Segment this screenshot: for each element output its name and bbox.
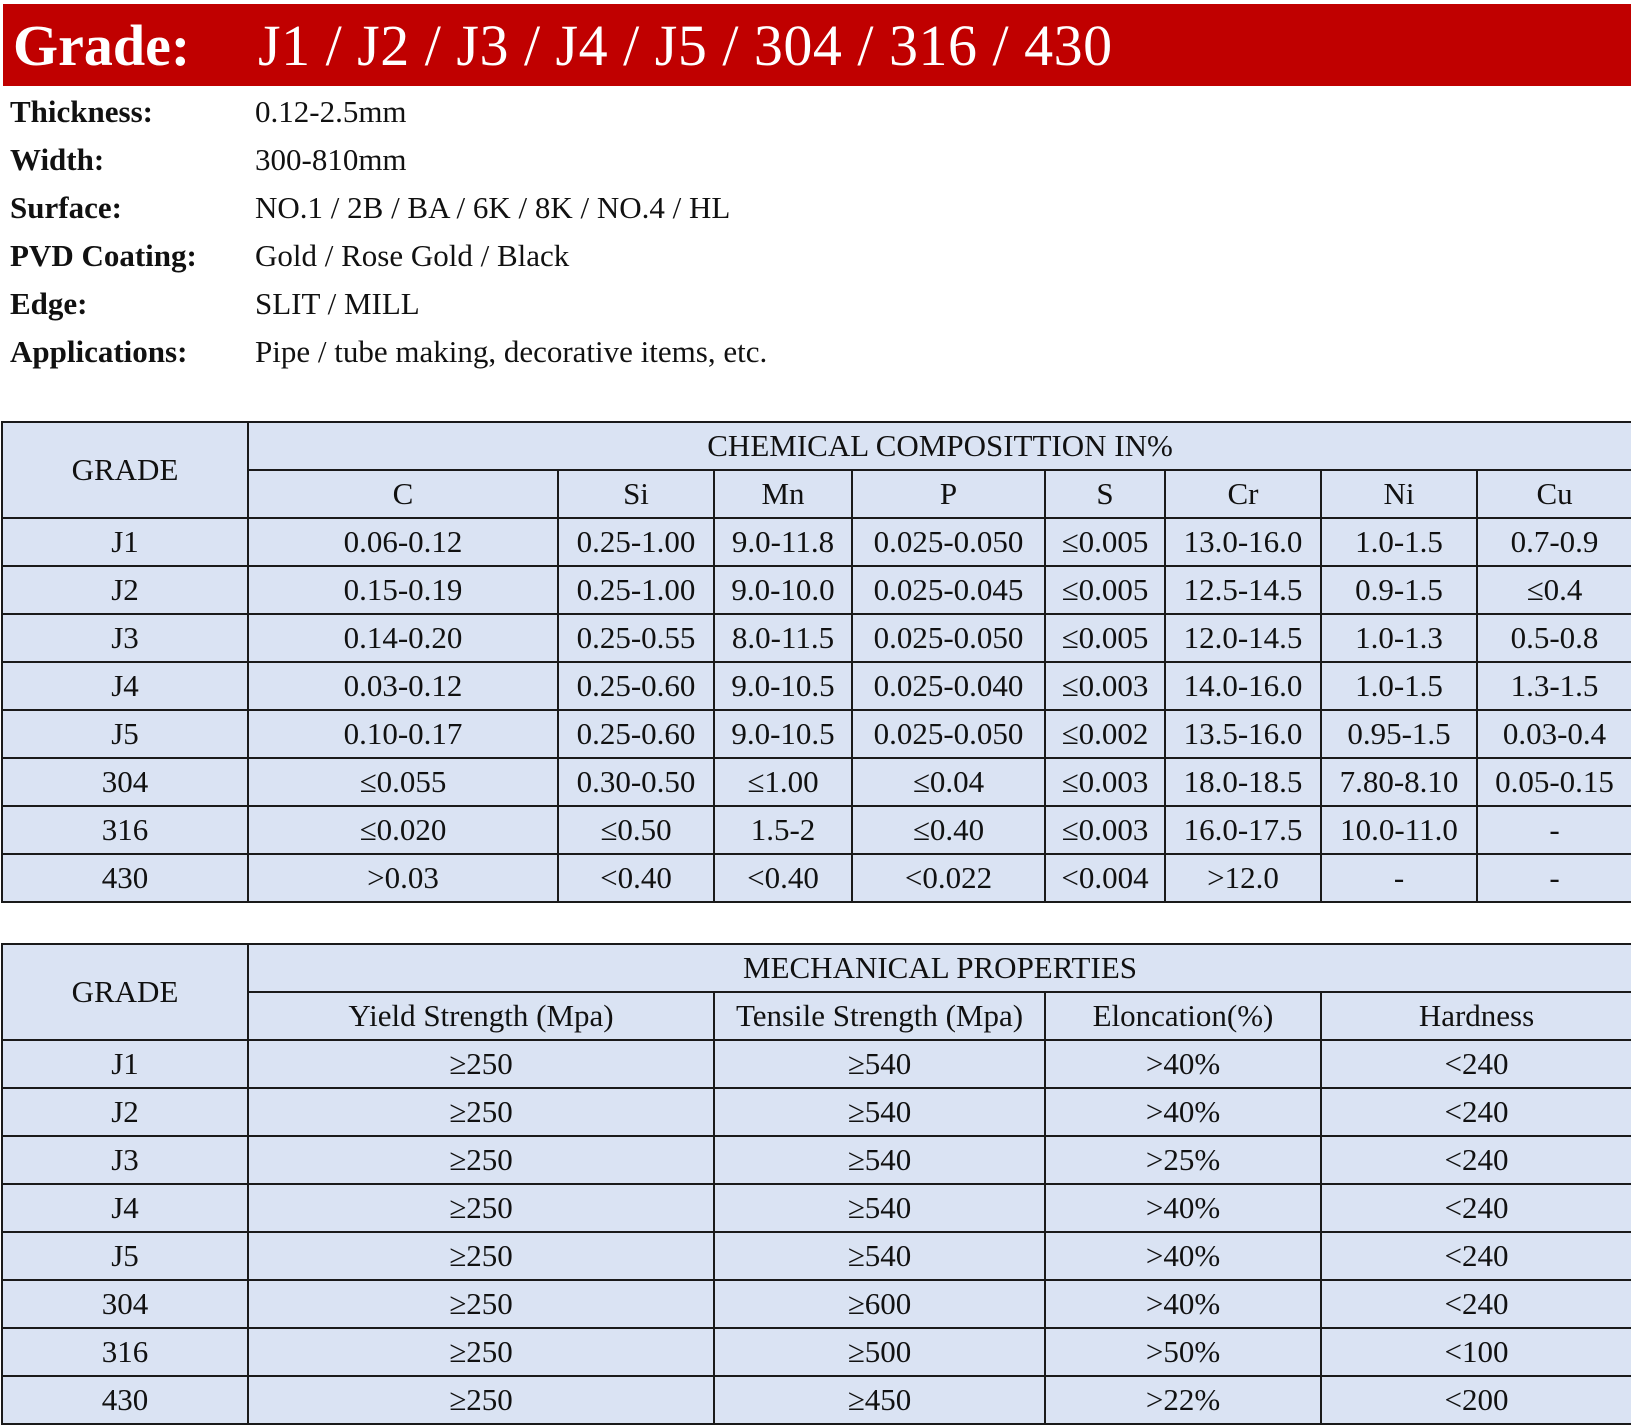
column-header: Tensile Strength (Mpa)	[714, 992, 1045, 1040]
table-row	[2, 662, 1631, 710]
value-cell: <200	[1321, 1376, 1631, 1424]
value-cell: 8.0-11.5	[714, 614, 852, 662]
value-cell: 0.7-0.9	[1477, 518, 1631, 566]
spec-value: 300-810mm	[255, 142, 407, 177]
value-cell: ≥250	[248, 1328, 714, 1376]
value-cell: 7.80-8.10	[1321, 758, 1477, 806]
table-row	[2, 518, 1631, 566]
value-cell: 18.0-18.5	[1165, 758, 1321, 806]
column-header: Si	[558, 470, 714, 518]
value-cell: 0.025-0.050	[852, 710, 1045, 758]
value-cell: <240	[1321, 1040, 1631, 1088]
value-cell: 0.14-0.20	[248, 614, 558, 662]
value-cell: ≤0.40	[852, 806, 1045, 854]
value-cell: ≤1.00	[714, 758, 852, 806]
grade-cell: 304	[2, 1280, 248, 1328]
value-cell: ≤0.005	[1045, 614, 1165, 662]
value-cell: <240	[1321, 1232, 1631, 1280]
value-cell: -	[1477, 806, 1631, 854]
spec-row-thickness	[10, 88, 767, 136]
value-cell: >0.03	[248, 854, 558, 902]
value-cell: ≥500	[714, 1328, 1045, 1376]
column-header: Cu	[1477, 470, 1631, 518]
spec-row-width	[10, 136, 767, 184]
spec-value: Gold / Rose Gold / Black	[255, 238, 570, 273]
grade-cell: 316	[2, 1328, 248, 1376]
column-header: Hardness	[1321, 992, 1631, 1040]
value-cell: 12.5-14.5	[1165, 566, 1321, 614]
value-cell: ≥250	[248, 1280, 714, 1328]
value-cell: <240	[1321, 1280, 1631, 1328]
column-header: Ni	[1321, 470, 1477, 518]
value-cell: 0.25-1.00	[558, 566, 714, 614]
value-cell: 0.03-0.4	[1477, 710, 1631, 758]
grade-cell: J2	[2, 566, 248, 614]
value-cell: 0.25-0.60	[558, 662, 714, 710]
grade-label: Grade:	[13, 12, 191, 78]
value-cell: ≤0.003	[1045, 662, 1165, 710]
value-cell: <240	[1321, 1184, 1631, 1232]
value-cell: >40%	[1045, 1088, 1321, 1136]
grade-cell: J4	[2, 1184, 248, 1232]
value-cell: <0.022	[852, 854, 1045, 902]
value-cell: ≤0.50	[558, 806, 714, 854]
value-cell: 9.0-10.0	[714, 566, 852, 614]
value-cell: ≥250	[248, 1136, 714, 1184]
value-cell: 16.0-17.5	[1165, 806, 1321, 854]
table-row	[2, 566, 1631, 614]
table-row	[2, 710, 1631, 758]
value-cell: 0.06-0.12	[248, 518, 558, 566]
value-cell: ≥250	[248, 1184, 714, 1232]
value-cell: ≥450	[714, 1376, 1045, 1424]
value-cell: 0.30-0.50	[558, 758, 714, 806]
grade-cell: J3	[2, 614, 248, 662]
table-row	[2, 1376, 1631, 1424]
value-cell: >50%	[1045, 1328, 1321, 1376]
grade-header: GRADE	[2, 944, 248, 1040]
value-cell: 0.05-0.15	[1477, 758, 1631, 806]
grade-cell: 430	[2, 854, 248, 902]
spec-label: Edge:	[10, 286, 88, 321]
value-cell: 0.025-0.045	[852, 566, 1045, 614]
spec-list	[10, 88, 767, 376]
table-row	[2, 614, 1631, 662]
value-cell: >25%	[1045, 1136, 1321, 1184]
value-cell: 12.0-14.5	[1165, 614, 1321, 662]
value-cell: >40%	[1045, 1232, 1321, 1280]
table-row	[2, 758, 1631, 806]
table-row	[2, 806, 1631, 854]
spec-value: Pipe / tube making, decorative items, etc.	[255, 334, 768, 369]
value-cell: 0.025-0.050	[852, 518, 1045, 566]
spec-value: 0.12-2.5mm	[255, 94, 407, 129]
column-header: P	[852, 470, 1045, 518]
grade-cell: J4	[2, 662, 248, 710]
value-cell: 0.10-0.17	[248, 710, 558, 758]
grade-cell: J1	[2, 1040, 248, 1088]
value-cell: 0.5-0.8	[1477, 614, 1631, 662]
value-cell: >22%	[1045, 1376, 1321, 1424]
value-cell: 0.03-0.12	[248, 662, 558, 710]
spec-row-applications	[10, 328, 767, 376]
table-title: CHEMICAL COMPOSITTION IN%	[248, 422, 1631, 470]
table-row	[2, 1136, 1631, 1184]
value-cell: ≥540	[714, 1184, 1045, 1232]
table-row	[2, 1088, 1631, 1136]
value-cell: ≥540	[714, 1040, 1045, 1088]
value-cell: 1.0-1.5	[1321, 662, 1477, 710]
value-cell: ≤0.020	[248, 806, 558, 854]
value-cell: 1.3-1.5	[1477, 662, 1631, 710]
value-cell: >40%	[1045, 1040, 1321, 1088]
value-cell: 14.0-16.0	[1165, 662, 1321, 710]
value-cell: 9.0-10.5	[714, 710, 852, 758]
value-cell: 13.0-16.0	[1165, 518, 1321, 566]
value-cell: ≤0.003	[1045, 758, 1165, 806]
column-header: Mn	[714, 470, 852, 518]
table-row	[2, 1040, 1631, 1088]
value-cell: 0.9-1.5	[1321, 566, 1477, 614]
grade-list: J1 / J2 / J3 / J4 / J5 / 304 / 316 / 430	[258, 12, 1113, 78]
value-cell: 10.0-11.0	[1321, 806, 1477, 854]
value-cell: >40%	[1045, 1280, 1321, 1328]
value-cell: 0.95-1.5	[1321, 710, 1477, 758]
value-cell: 9.0-10.5	[714, 662, 852, 710]
value-cell: ≤0.005	[1045, 518, 1165, 566]
grade-cell: J1	[2, 518, 248, 566]
value-cell: 0.15-0.19	[248, 566, 558, 614]
value-cell: <100	[1321, 1328, 1631, 1376]
column-header: Eloncation(%)	[1045, 992, 1321, 1040]
value-cell: 0.25-0.55	[558, 614, 714, 662]
spec-value: NO.1 / 2B / BA / 6K / 8K / NO.4 / HL	[255, 190, 731, 225]
column-header: S	[1045, 470, 1165, 518]
value-cell: 1.5-2	[714, 806, 852, 854]
table-row	[2, 1184, 1631, 1232]
spec-value: SLIT / MILL	[255, 286, 420, 321]
value-cell: 0.25-1.00	[558, 518, 714, 566]
spec-label: Thickness:	[10, 94, 153, 129]
value-cell: ≥600	[714, 1280, 1045, 1328]
value-cell: ≥540	[714, 1088, 1045, 1136]
column-header: C	[248, 470, 558, 518]
spec-label: Width:	[10, 142, 105, 177]
value-cell: 0.025-0.040	[852, 662, 1045, 710]
value-cell: 0.025-0.050	[852, 614, 1045, 662]
value-cell: <240	[1321, 1088, 1631, 1136]
value-cell: ≥540	[714, 1232, 1045, 1280]
value-cell: -	[1321, 854, 1477, 902]
value-cell: 9.0-11.8	[714, 518, 852, 566]
value-cell: 1.0-1.3	[1321, 614, 1477, 662]
table-row	[2, 1232, 1631, 1280]
grade-cell: J2	[2, 1088, 248, 1136]
spec-label: Applications:	[10, 334, 188, 369]
value-cell: 0.25-0.60	[558, 710, 714, 758]
spec-row-surface	[10, 184, 767, 232]
value-cell: ≤0.4	[1477, 566, 1631, 614]
value-cell: ≤0.055	[248, 758, 558, 806]
grade-header: GRADE	[2, 422, 248, 518]
table-row	[2, 1328, 1631, 1376]
grade-cell: J5	[2, 1232, 248, 1280]
spec-label: PVD Coating:	[10, 238, 197, 273]
value-cell: -	[1477, 854, 1631, 902]
value-cell: >40%	[1045, 1184, 1321, 1232]
table-row	[2, 1280, 1631, 1328]
value-cell: <0.004	[1045, 854, 1165, 902]
spec-label: Surface:	[10, 190, 122, 225]
grade-banner	[3, 4, 1631, 86]
mechanical-properties-table	[1, 943, 1631, 1425]
grade-cell: 316	[2, 806, 248, 854]
grade-cell: J3	[2, 1136, 248, 1184]
value-cell: ≥540	[714, 1136, 1045, 1184]
table-row	[2, 854, 1631, 902]
value-cell: 13.5-16.0	[1165, 710, 1321, 758]
grade-cell: 304	[2, 758, 248, 806]
value-cell: ≤0.003	[1045, 806, 1165, 854]
value-cell: >12.0	[1165, 854, 1321, 902]
grade-cell: 430	[2, 1376, 248, 1424]
value-cell: <240	[1321, 1136, 1631, 1184]
value-cell: ≥250	[248, 1088, 714, 1136]
value-cell: ≤0.002	[1045, 710, 1165, 758]
grade-cell: J5	[2, 710, 248, 758]
value-cell: <0.40	[558, 854, 714, 902]
value-cell: <0.40	[714, 854, 852, 902]
column-header: Yield Strength (Mpa)	[248, 992, 714, 1040]
value-cell: ≥250	[248, 1040, 714, 1088]
column-header: Cr	[1165, 470, 1321, 518]
value-cell: ≥250	[248, 1376, 714, 1424]
value-cell: 1.0-1.5	[1321, 518, 1477, 566]
value-cell: ≤0.04	[852, 758, 1045, 806]
spec-row-edge	[10, 280, 767, 328]
value-cell: ≥250	[248, 1232, 714, 1280]
chemical-composition-table	[1, 421, 1631, 903]
spec-row-pvd-coating	[10, 232, 767, 280]
value-cell: ≤0.005	[1045, 566, 1165, 614]
table-title: MECHANICAL PROPERTIES	[248, 944, 1631, 992]
